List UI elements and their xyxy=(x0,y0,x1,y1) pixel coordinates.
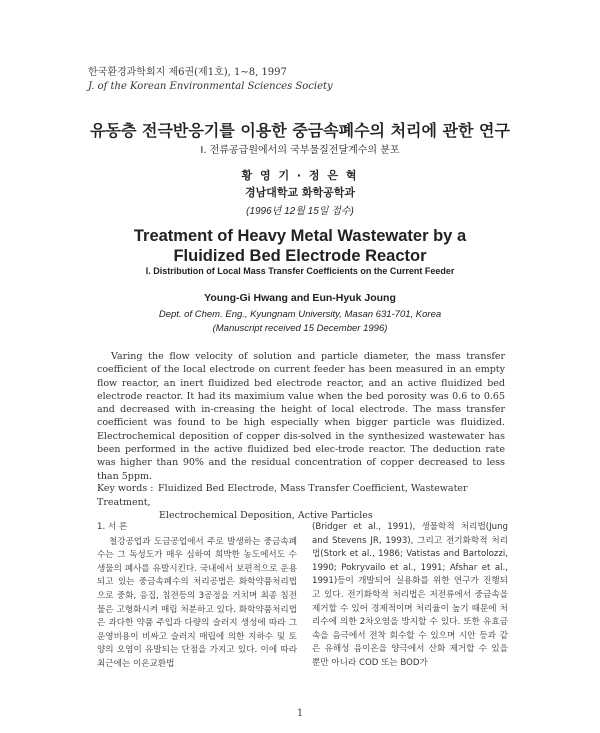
korean-received-date: (1996년 12월 15일 접수) xyxy=(246,206,354,217)
page-number: 1 xyxy=(296,708,304,719)
abstract: Varing the flow velocity of solution and particle diameter, the mass transfer coefficient of the local electrode on current feeder has been measured in an empty flow reactor, an inert fluidized bed electrode reactor, and an active fluidized bed electrode reactor. It had its maximium value when the bed porosity was 0.6 to 0.65 and decreased with in-creasing the height of local electrode. The mass transfer coefficient was found to be high especially when bigger particle was fluidized. Electrochemical deposition of copper dis-solved in the synthesized wastewater has been performed in the active fluidized bed elec-trode reactor. The deduction rate was higher than 90% and the residual concentration of copper decreased to less than 5ppm. xyxy=(97,351,505,482)
english-affiliation: Dept. of Chem. Eng., Kyungnam University, Masan 631-701, Korea xyxy=(158,309,442,320)
korean-authors: 황 영 기 · 정 은 혁 xyxy=(241,169,359,182)
keywords-line-2: Electrochemical Deposition, Active Particles xyxy=(159,510,373,521)
journal-header xyxy=(88,66,333,94)
keywords-label: Key words : xyxy=(97,483,154,494)
keywords xyxy=(97,482,517,523)
body-paragraph-right: (Bridger et al., 1991), 생물학적 처리법(Jung and Stevens JR, 1993), 그리고 전기화학적 처리법(Stork et al., 1986; Vatistas and Bartolozzi, 1990; Pokryvailo et al., 1991; Afshar et al., 1991)등이 개발되어 실용화를 위한 연구가 진행되고 있다. 전기화학적 처리법은 저전류에서 중금속을 제거할 수 있어 경제적이며 처리율이 높기 때문에 처리수에 의한 2차오염을 방지할 수 있다. 또한 유효금속을 음극에서 전착 회수할 수 있으며 시안 등과 같은 유해성 음이온을 양극에서 산화 제거할 수 있을 뿐만 아니라 COD 또는 BOD가 xyxy=(312,522,508,668)
journal-name-en: J. of the Korean Environmental Sciences Society xyxy=(88,81,333,92)
english-subtitle: Ⅰ. Distribution of Local Mass Transfer Coefficients on the Current Feeder xyxy=(145,266,455,276)
section-heading: 1. 서 론 xyxy=(97,522,128,532)
keywords-line-1: Fluidized Bed Electrode, Mass Transfer Coefficient, Wastewater Treatment, xyxy=(97,483,468,508)
body-column-right xyxy=(312,521,508,671)
body-column-left xyxy=(97,521,297,672)
english-authors: Young-Gi Hwang and Eun-Hyuk Joung xyxy=(204,292,396,304)
korean-affiliation: 경남대학교 화학공학과 xyxy=(244,186,356,199)
journal-citation-ko: 한국환경과학회지 제6권(제1호), 1∼8, 1997 xyxy=(88,67,287,78)
english-title: Treatment of Heavy Metal Wastewater by a Fluidized Bed Electrode Reactor xyxy=(133,227,467,265)
english-received-date: (Manuscript received 15 December 1996) xyxy=(212,323,388,334)
body-paragraph-left: 철강공업과 도금공업에서 주로 발생하는 중금속폐수는 그 독성도가 매우 심하여 희박한 농도에서도 수생물의 폐사를 유발시킨다. 국내에서 보편적으로 운용되고 있는 중금속폐수의 처리공법은 화학약품처리법으로 중화, 응집, 침전등의 3공정을 거치며 최종 침전물은 고형화시켜 매립 처분하고 있다. 화학약품처리법은 과다한 약품 주입과 다량의 슬러지 생성에 따라 그 운영비용이 비싸고 슬러지 매립에 의한 지하수 및 토양의 오염이 유발되는 단점을 가지고 있다. 이에 따라 최근에는 이온교환법 xyxy=(97,536,297,669)
korean-title: 유동층 전극반응기를 이용한 중금속폐수의 처리에 관한 연구 xyxy=(90,121,510,140)
korean-subtitle: Ⅰ. 전류공급원에서의 국부물질전달계수의 분포 xyxy=(200,145,400,156)
